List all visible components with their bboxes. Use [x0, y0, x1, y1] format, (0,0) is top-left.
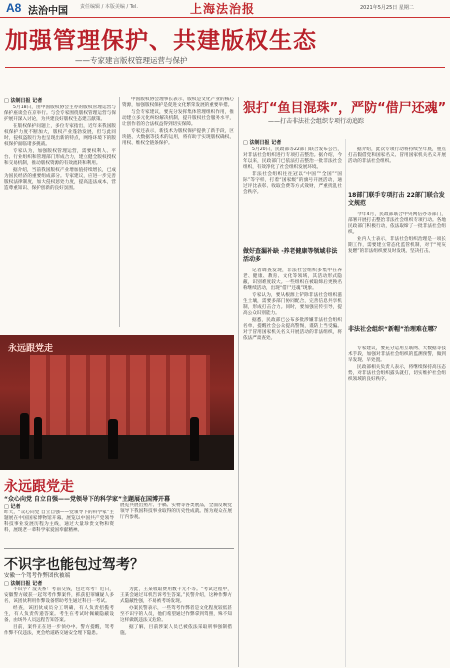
feature-headline: 永远跟党走 [4, 479, 74, 495]
main-paragraph: 专家认为，加强版权管理运营，需要权利人、平台、行业组织和管理部门形成合力，建立健全版权授权和交易机制，推动版权资源的有效流转和利用。 [4, 149, 116, 166]
right-paragraph: 专家认为，要从根源上铲除非法社会组织滋生土壤，需要多部门协同配合，完善信息共享机制，形成打击合力。同时，要加强宣传引导，提高公众识别能力。 [243, 293, 342, 316]
driving-test-col2 [120, 587, 232, 667]
driving-test-subheadline: 安徽一个驾考作弊团伙被端 [4, 573, 71, 579]
right-paragraph: 民政部相关负责人表示，将继续保持高压态势，对非法社会组织露头就打，切实维护社会组织领域的良好秩序。 [348, 365, 446, 382]
newspaper-logo: 上海法治报 [190, 2, 256, 16]
middle-paragraph: 中国版权协会理事长表示，版权是文化产业的核心资源，加强版权保护是促进文化繁荣发展的重要举措。 [122, 97, 234, 108]
section-divider [4, 548, 234, 549]
main-paragraph: 在版权保护问题上，多位专家指出，近年来我国版权保护力度不断加大，版权产业蓬勃发展，但与此同时，侵权盗版行为也呈现出新的特点，网络环境下的版权保护面临诸多挑战。 [4, 124, 116, 147]
editor-line: 责任编辑 / 本版美编 / Tel. [80, 4, 138, 10]
feature-text-left: 昨天，“众心向党 自立自强——党领导下的科学家”主题展在中国国家博物馆开幕。展览以中国共产党领导科技事业发展历程为主线，通过大量珍贵文物和资料，展现老一辈科学家爱国奉献精神。 [4, 510, 114, 533]
right-paragraph: 据介绍，此次专项行动将持续至年底，重点打击假借党和国家名义、冒用国家机关名义开展活动的非法社会组织。 [348, 147, 446, 164]
main-article-col2 [122, 97, 234, 325]
middle-paragraph: 与会专家建议，要充分发挥集体管理组织作用，推动建立多元化纠纷解决机制，提升版权社会服务水平，让创作者的合法权益得到切实保障。 [122, 110, 234, 127]
driving-test-paragraph: 不识字？没关系！考前交钱，包过驾考！近日，安徽警方破获一起驾考作弊案件，抓获犯罪嫌疑人多名，该团伙利用作弊设备帮助考生通过科目一考试。 [4, 587, 114, 604]
page-number: A8 [6, 1, 22, 15]
right-section-heading: 非法社会组织“新帽”治理难在哪？ [348, 326, 440, 333]
exhibit-wall [30, 355, 210, 435]
issue-date: 2021年5月25日 星期二 [360, 5, 414, 11]
right-paragraph: 非法社会组织往往冠以“中国”“全国”“国际”等字样，打着“国家级”的旗号开展活动，通过评比表彰、收取会费等方式敛财，严重扰乱社会秩序。 [243, 172, 342, 195]
right-paragraph: 据悉，民政部已公布多批涉嫌非法社会组织名单，提醒社会公众提高警惕，谨防上当受骗。对于冒用国家机关名义开展活动的非法组织，将依法严肃查处。 [243, 318, 342, 341]
right-byline: □ 法制日报 记者 [243, 140, 282, 146]
right-paragraph: 业内人士表示，非法社会组织治理是一项长期工作，需要建立常态化监管机制，对于“死灰复燃”的非法组织要及时发现、坚决打击。 [348, 237, 446, 254]
driving-test-headline: 不识字也能包过驾考？ [4, 557, 144, 573]
visitor-figure [108, 419, 118, 459]
visitor-figure [190, 417, 199, 461]
main-headline: 加强管理保护、共建版权生态 [5, 28, 317, 54]
right-col1-bottom [243, 268, 342, 666]
headline-rule [5, 67, 445, 68]
driving-test-paragraph: 为此，王某收取费用数千元不等。“考试过程中，王某会通过耳机告诉考生答案。”民警介绍，这种作弊方式隐蔽性强，不易被考场发现。 [120, 587, 232, 604]
middle-paragraph: 专家还表示，新技术为版权保护提供了新手段，区块链、大数据等技术的运用，将有助于实现版权确权、用权、维权全链条保护。 [122, 129, 234, 146]
driving-test-paragraph: 据了解，目前涉案人员已被依法采取刑事强制措施。 [120, 625, 232, 636]
driving-test-paragraph: 经查，该团伙成员分工明确，有人负责招揽考生，有人负责传递答案。考生在考试时佩戴隐蔽设备，由场外人员远程告知答案。 [4, 606, 114, 623]
feature-text-right: 展览共展出照片、手稿、实物等各类展品，全面反映党领导下我国科技事业取得的历史性成就。图为观众在展厅内参观。 [120, 503, 232, 520]
visitor-figure [20, 413, 29, 459]
exhibition-photo [0, 335, 234, 470]
main-byline: □ 法制日报 记者 [4, 98, 43, 104]
right-paragraph: 专家建议，要充分运用互联网、大数据等技术手段，加强对非法社会组织的监测预警，做到早发现、早处置。 [348, 346, 446, 363]
right-section-heading: 18部门联手专项打击 22部门联合发文规范 [348, 192, 445, 207]
main-subheadline: ——专家建言版权管理运营与保护 [75, 56, 188, 65]
right-paragraph: 记者调查发现，非法社会组织多集中在养老、健康、教育、文化等领域，其活动形式隐蔽，识别难度较大。一些组织在被取缔后更换名称继续活动，出现“借尸还魂”现象。 [243, 268, 342, 291]
visitor-figure [34, 417, 42, 459]
driving-test-byline: □ 法制日报 记者 [4, 581, 43, 587]
photo-overlay-title: 永远跟党走 [8, 344, 54, 354]
section-title: 法治中国 [28, 6, 68, 17]
main-paragraph: 5月18日，由中国版权协会主办的版权管理运营与保护座谈会在京举行。与会专家围绕版权管理运营与保护展开深入讨论，为共建良好版权生态建言献策。 [4, 105, 116, 122]
right-col2-bottom [348, 346, 446, 666]
driving-test-paragraph: 办案民警表示，一些驾考作弊者是文化程度较低甚至不识字的人员，他们希望通过作弊拿到驾照，殊不知这样做既违法又危险。 [120, 606, 232, 623]
right-headline: 狠打“鱼目混珠”，严防“借尸还魂” [243, 101, 447, 116]
driving-test-paragraph: 目前，案件正在进一步侦办中。警方提醒，驾考作弊不仅违法，更会给道路交通安全埋下隐患。 [4, 625, 114, 636]
right-paragraph: 今年4月，民政部联合中央网信办等部门，部署开展打击整治非法社会组织专项行动。各地民政部门积极行动，依法取缔了一批非法社会组织。 [348, 212, 446, 235]
right-col1-top [243, 147, 342, 245]
column-divider [119, 97, 120, 327]
driving-test-col1 [4, 587, 114, 667]
column-divider [345, 139, 346, 667]
feature-subheadline: “众心向党 自立自强——党领导下的科学家”主题展在国博开幕 [4, 496, 170, 503]
right-section-heading: 做好查漏补缺 ·养老健康等领域非法活动多 [243, 248, 338, 263]
main-paragraph: 据介绍，当前我国版权产业增加值持续增长，已成为国民经济的重要组成部分。专家建议，应进一步完善版权法律制度，加大侵权惩处力度，提高违法成本，营造尊重知识、保护创新的良好氛围。 [4, 168, 116, 191]
feature-byline: □ 记者 [4, 504, 21, 510]
right-col2-middle [348, 212, 446, 322]
right-subheadline: ——打击非法社会组织专项行动追踪 [268, 118, 365, 125]
main-article-col1 [4, 105, 116, 325]
column-divider [238, 97, 239, 667]
right-col2-top [348, 147, 446, 189]
right-paragraph: 5月20日，民政部等22部门联合发布公告，对非法社会组织进行专项打击整治。据介绍，今年以来，民政部门已依法打击整治一批非法社会组织，有效净化了社会组织发展环境。 [243, 147, 342, 170]
